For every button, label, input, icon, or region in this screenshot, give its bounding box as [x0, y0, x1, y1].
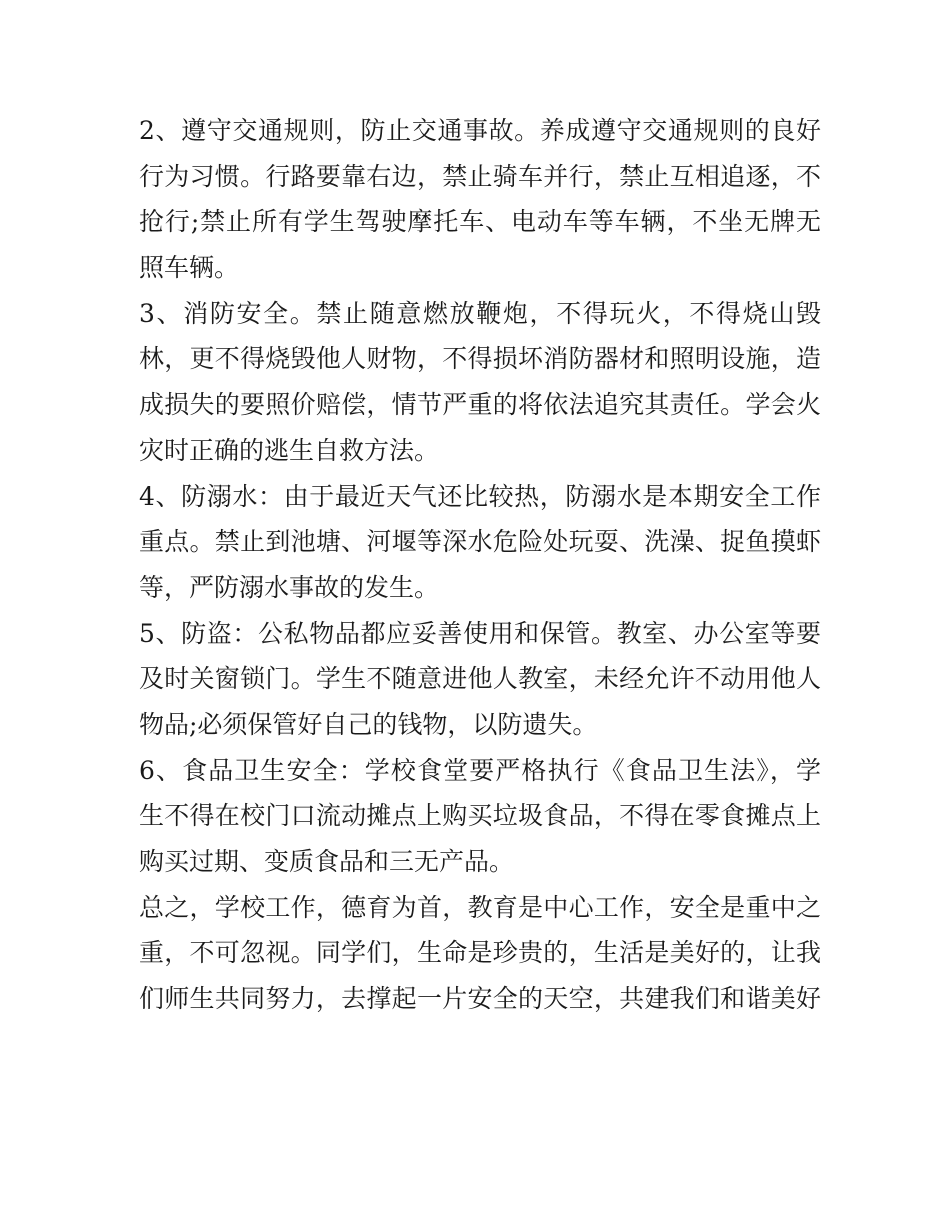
text-line: 3、消防安全。禁止随意燃放鞭炮，不得玩火，不得烧山毁: [139, 298, 821, 328]
text-line: 4、防溺水：由于最近天气还比较热，防溺水是本期安全工作: [139, 481, 821, 511]
text-line: 及时关窗锁门。学生不随意进他人教室，未经允许不动用他人: [139, 664, 821, 694]
text-line: 总之，学校工作，德育为首，教育是中心工作，安全是重中之: [139, 892, 821, 922]
text-line: 林，更不得烧毁他人财物，不得损坏消防器材和照明设施，造: [139, 344, 821, 374]
text-line: 重点。禁止到池塘、河堰等深水危险处玩耍、洗澡、捉鱼摸虾: [139, 527, 821, 557]
text-line: 抢行;禁止所有学生驾驶摩托车、电动车等车辆，不坐无牌无: [139, 207, 821, 237]
text-line: 行为习惯。行路要靠右边，禁止骑车并行，禁止互相追逐，不: [139, 161, 821, 191]
text-line: 购买过期、变质食品和三无产品。: [139, 847, 515, 876]
text-line: 2、遵守交通规则，防止交通事故。养成遵守交通规则的良好: [139, 116, 821, 145]
text-line: 等，严防溺水事故的发生。: [139, 572, 440, 602]
text-line: 灾时正确的逃生自救方法。: [139, 435, 440, 465]
text-line: 5、防盗：公私物品都应妥善使用和保管。教室、办公室等要: [139, 618, 821, 648]
text-line: 照车辆。: [139, 253, 240, 283]
text-line: 们师生共同努力，去撑起一片安全的天空，共建我们和谐美好: [139, 984, 821, 1014]
document-body: [139, 108, 821, 1022]
text-line: 生不得在校门口流动摊点上购买垃圾食品，不得在零食摊点上: [139, 801, 821, 831]
text-line: 重，不可忽视。同学们，生命是珍贵的，生活是美好的，让我: [139, 938, 821, 968]
text-line: 成损失的要照价赔偿，情节严重的将依法追究其责任。学会火: [139, 390, 821, 420]
text-line: 物品;必须保管好自己的钱物，以防遗失。: [139, 709, 598, 739]
text-line: 6、食品卫生安全：学校食堂要严格执行《食品卫生法》，学: [139, 755, 821, 785]
